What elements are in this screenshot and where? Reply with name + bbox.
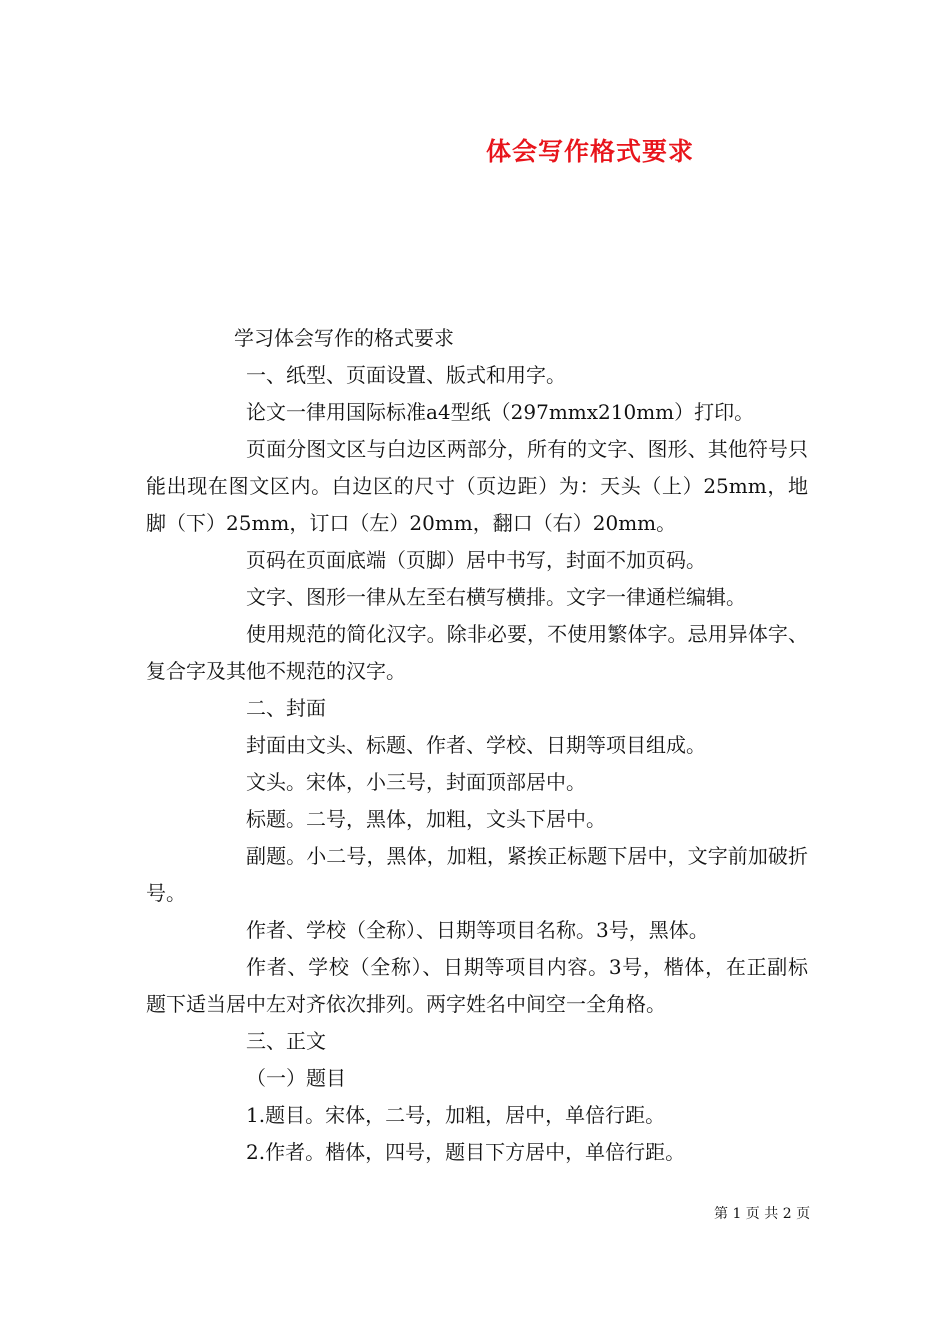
paragraph: 文字、图形一律从左至右横写横排。文字一律通栏编辑。: [246, 585, 746, 609]
paragraph: 标题。二号，黑体，加粗，文头下居中。: [246, 807, 606, 831]
paragraph: 2.作者。楷体，四号，题目下方居中，单倍行距。: [246, 1140, 686, 1164]
paragraph: 页面分图文区与白边区两部分，所有的文字、图形、其他符号只能出现在图文区内。白边区的尺寸（页边距）为：天头（上）25mm，地脚（下）25mm，订口（左）20mm，翻口（右）20mm。: [146, 437, 808, 535]
paragraph: 副题。小二号，黑体，加粗，紧挨正标题下居中，文字前加破折号。: [146, 844, 808, 905]
paragraph: 1.题目。宋体，二号，加粗，居中，单倍行距。: [246, 1103, 666, 1127]
paragraph: 作者、学校（全称）、日期等项目内容。3号，楷体，在正副标题下适当居中左对齐依次排列。两字姓名中间空一全角格。: [146, 955, 808, 1016]
paragraph-heading: 学习体会写作的格式要求: [234, 326, 454, 350]
section-heading-2: 二、封面: [246, 696, 326, 720]
paragraph: 封面由文头、标题、作者、学校、日期等项目组成。: [246, 733, 706, 757]
document-body: [146, 320, 808, 1171]
page-number: 第 1 页 共 2 页: [714, 1206, 811, 1222]
paragraph: 页码在页面底端（页脚）居中书写，封面不加页码。: [246, 548, 706, 572]
paragraph: 使用规范的简化汉字。除非必要，不使用繁体字。忌用异体字、复合字及其他不规范的汉字。: [146, 622, 808, 683]
paragraph: 文头。宋体，小三号，封面顶部居中。: [246, 770, 586, 794]
subsection-heading: （一）题目: [246, 1066, 346, 1090]
paragraph: 作者、学校（全称）、日期等项目名称。3号，黑体。: [246, 918, 709, 942]
paragraph: 论文一律用国际标准a4型纸（297mmx210mm）打印。: [246, 400, 755, 424]
section-heading-1: 一、纸型、页面设置、版式和用字。: [246, 363, 566, 387]
section-heading-3: 三、正文: [246, 1029, 326, 1053]
document-title: 体会写作格式要求: [486, 137, 695, 166]
